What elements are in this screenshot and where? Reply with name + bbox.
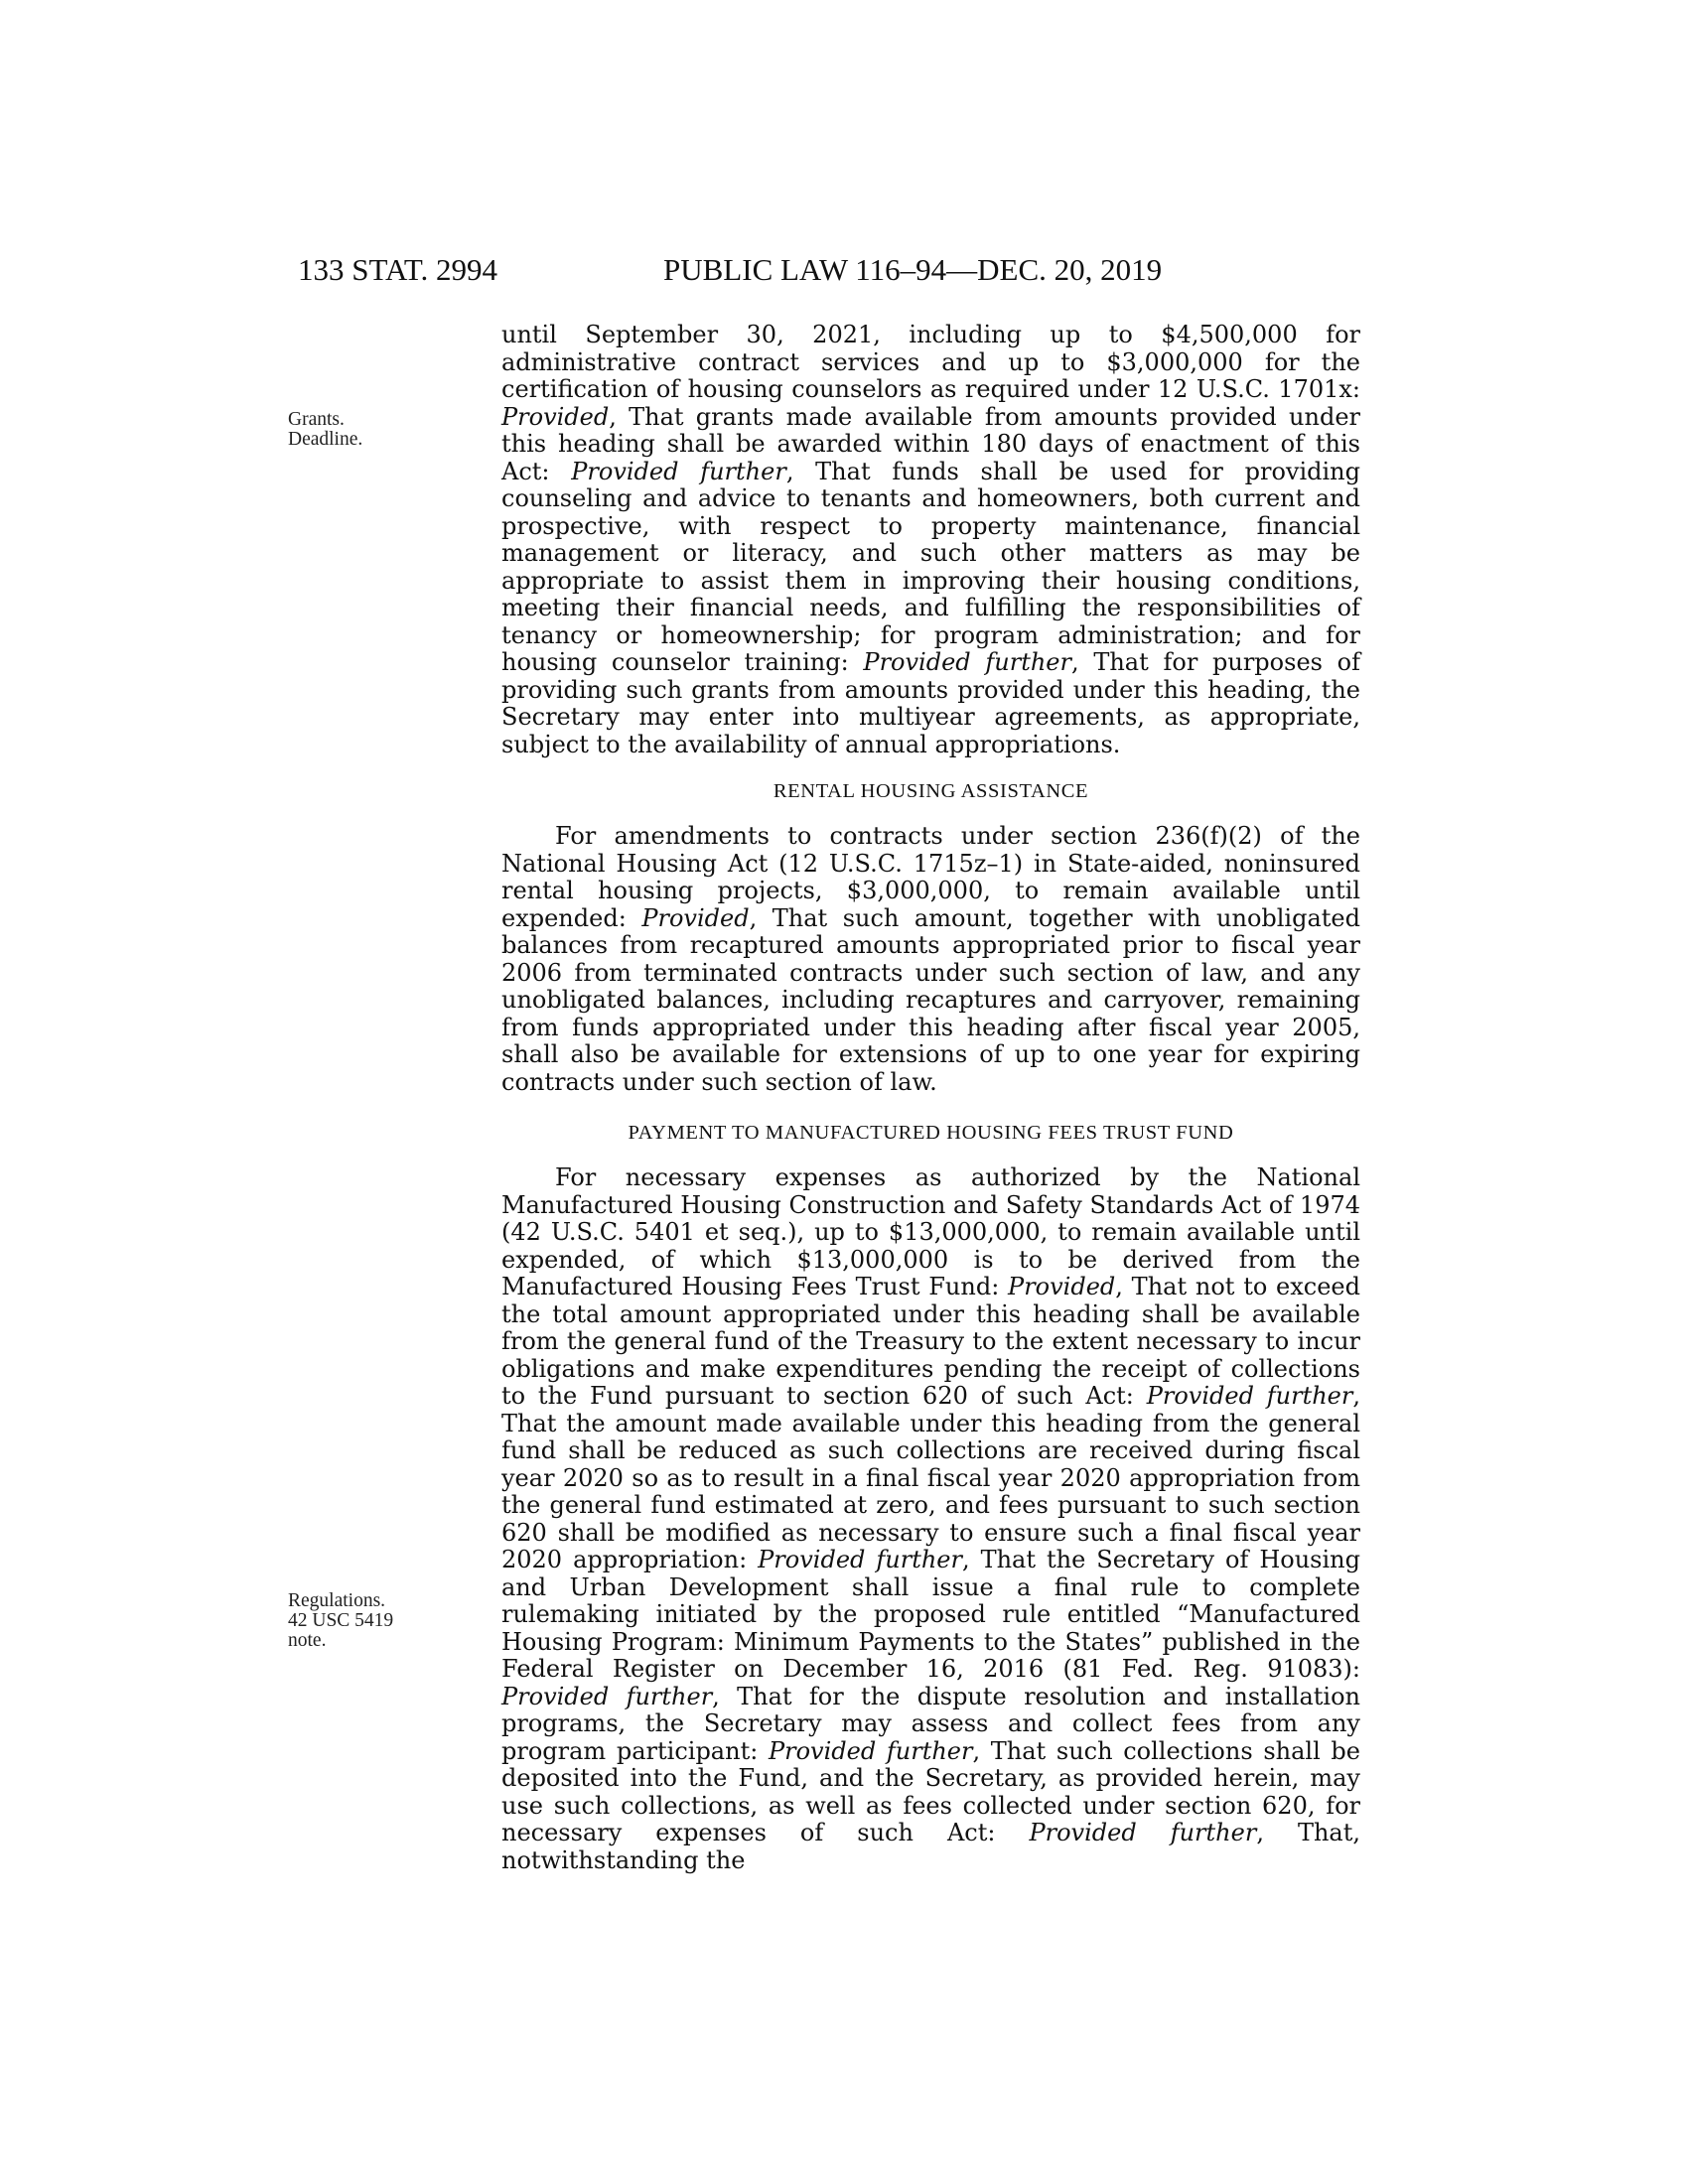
text-segment: , That for the dispute resolution and installation programs, the Secretary may assess and collect fees from any program participant: — [501, 1682, 1360, 1765]
text-segment: For necessary expenses as authorized by the National Manufactured Housing Construction and Safety Standards Act of 1974 (42 U.S.C. 5401 et seq.), up to $13,000,000, to remain available until expended, of which $13,000,000 is to be derived from the Manufactured Housing Fees Trust Fund: — [501, 1163, 1360, 1300]
margin-note-line: note. — [288, 1630, 327, 1651]
text-segment: , That such collections shall be deposited into the Fund, and the Secretary, as provided herein, may use such collections, as well as fees collected under section 620, for necessary expenses of such Act: — [501, 1736, 1361, 1846]
margin-note-line: 42 USC 5419 — [288, 1610, 394, 1631]
rental-housing-assistance-section — [501, 780, 1360, 1096]
italic-proviso: Provided further — [1146, 1382, 1353, 1410]
section-paragraph — [501, 1164, 1360, 1874]
margin-note-line: Regulations. — [288, 1590, 386, 1611]
italic-proviso: Provided further — [501, 1682, 713, 1710]
section-paragraph — [501, 823, 1360, 1096]
italic-proviso: Provided further — [863, 648, 1071, 676]
continued-paragraph-block — [501, 322, 1360, 758]
margin-note-line: Deadline. — [288, 429, 363, 450]
section-heading: RENTAL HOUSING ASSISTANCE — [773, 780, 1089, 802]
margin-note-regulations — [288, 1591, 393, 1651]
italic-proviso: Provided — [501, 402, 610, 431]
page-header — [298, 252, 1360, 292]
section-heading: PAYMENT TO MANUFACTURED HOUSING FEES TRUST FUND — [628, 1122, 1234, 1144]
italic-proviso: Provided further — [571, 457, 786, 485]
text-segment: , That grants made available from amounts provided under this heading shall be awarded within 180 days of enactment of this Act: — [501, 402, 1360, 485]
text-segment: , That, notwithstanding the — [501, 1819, 1361, 1874]
italic-proviso: Provided — [1008, 1273, 1116, 1300]
text-segment: , That not to exceed the total amount appropriated under this heading shall be available from the general fund of the Treasury to the extent necessary to incur obligations and make expenditures pending the receipt of collections to the Fund pursuant to section 620 of such Act: — [501, 1273, 1360, 1410]
text-segment: , That the amount made available under this heading from the general fund shall be reduced as such collections are received during fiscal year 2020 so as to result in a final fiscal year 2020 appropriation from the general fund estimated at zero, and fees pursuant to such section 620 shall be modified as necessary to ensure such a final fiscal year 2020 appropriation: — [501, 1382, 1360, 1573]
public-law-title: PUBLIC LAW 116–94—DEC. 20, 2019 — [663, 252, 1163, 287]
margin-note-line: Grants. — [288, 409, 345, 430]
text-segment: For amendments to contracts under section 236(f)(2) of the National Housing Act (12 U.S.C. 1715z–1) in State-aided, noninsured rental housing projects, $3,000,000, to remain available until expended: — [501, 822, 1360, 932]
manufactured-housing-section — [501, 1122, 1360, 1874]
italic-proviso: Provided further — [1029, 1819, 1257, 1846]
italic-proviso: Provided further — [758, 1546, 962, 1573]
text-segment: until September 30, 2021, including up to $4,500,000 for administrative contract services and up to $3,000,000 for the certification of housing counselors as required under 12 U.S.C. 1701x: — [501, 321, 1360, 403]
italic-proviso: Provided further — [768, 1736, 973, 1765]
stat-page-number: 133 STAT. 2994 — [298, 252, 498, 287]
continued-paragraph — [501, 322, 1360, 758]
text-segment: , That such amount, together with unobligated balances from recaptured amounts appropriated prior to fiscal year 2006 from terminated contracts under such section of law, and any unobligated balances, including recaptures and carryover, remaining from funds appropriated under this heading after fiscal year 2005, shall also be available for extensions of up to one year for expiring contracts under such section of law. — [501, 903, 1360, 1096]
text-segment: , That the Secretary of Housing and Urban Development shall issue a final rule to complete rulemaking initiated by the proposed rule entitled “Manufactured Housing Program: Minimum Payments to the States” published in the Federal Register on December 16, 2016 (81 Fed. Reg. 91083): — [501, 1546, 1360, 1683]
text-segment: , That for purposes of providing such grants from amounts provided under this heading, the Secretary may enter into multiyear agreements, as appropriate, subject to the availability of annual appropriations. — [501, 648, 1361, 758]
margin-note-grants — [288, 410, 362, 450]
italic-proviso: Provided — [641, 903, 750, 932]
text-segment: , That funds shall be used for providing counseling and advice to tenants and homeowners, both current and prospective, with respect to property maintenance, financial management or literacy, and such other matters as may be appropriate to assist them in improving their housing conditions, meeting their financial needs, and fulfilling the responsibilities of tenancy or homeownership; for program administration; and for housing counselor training: — [501, 457, 1361, 676]
